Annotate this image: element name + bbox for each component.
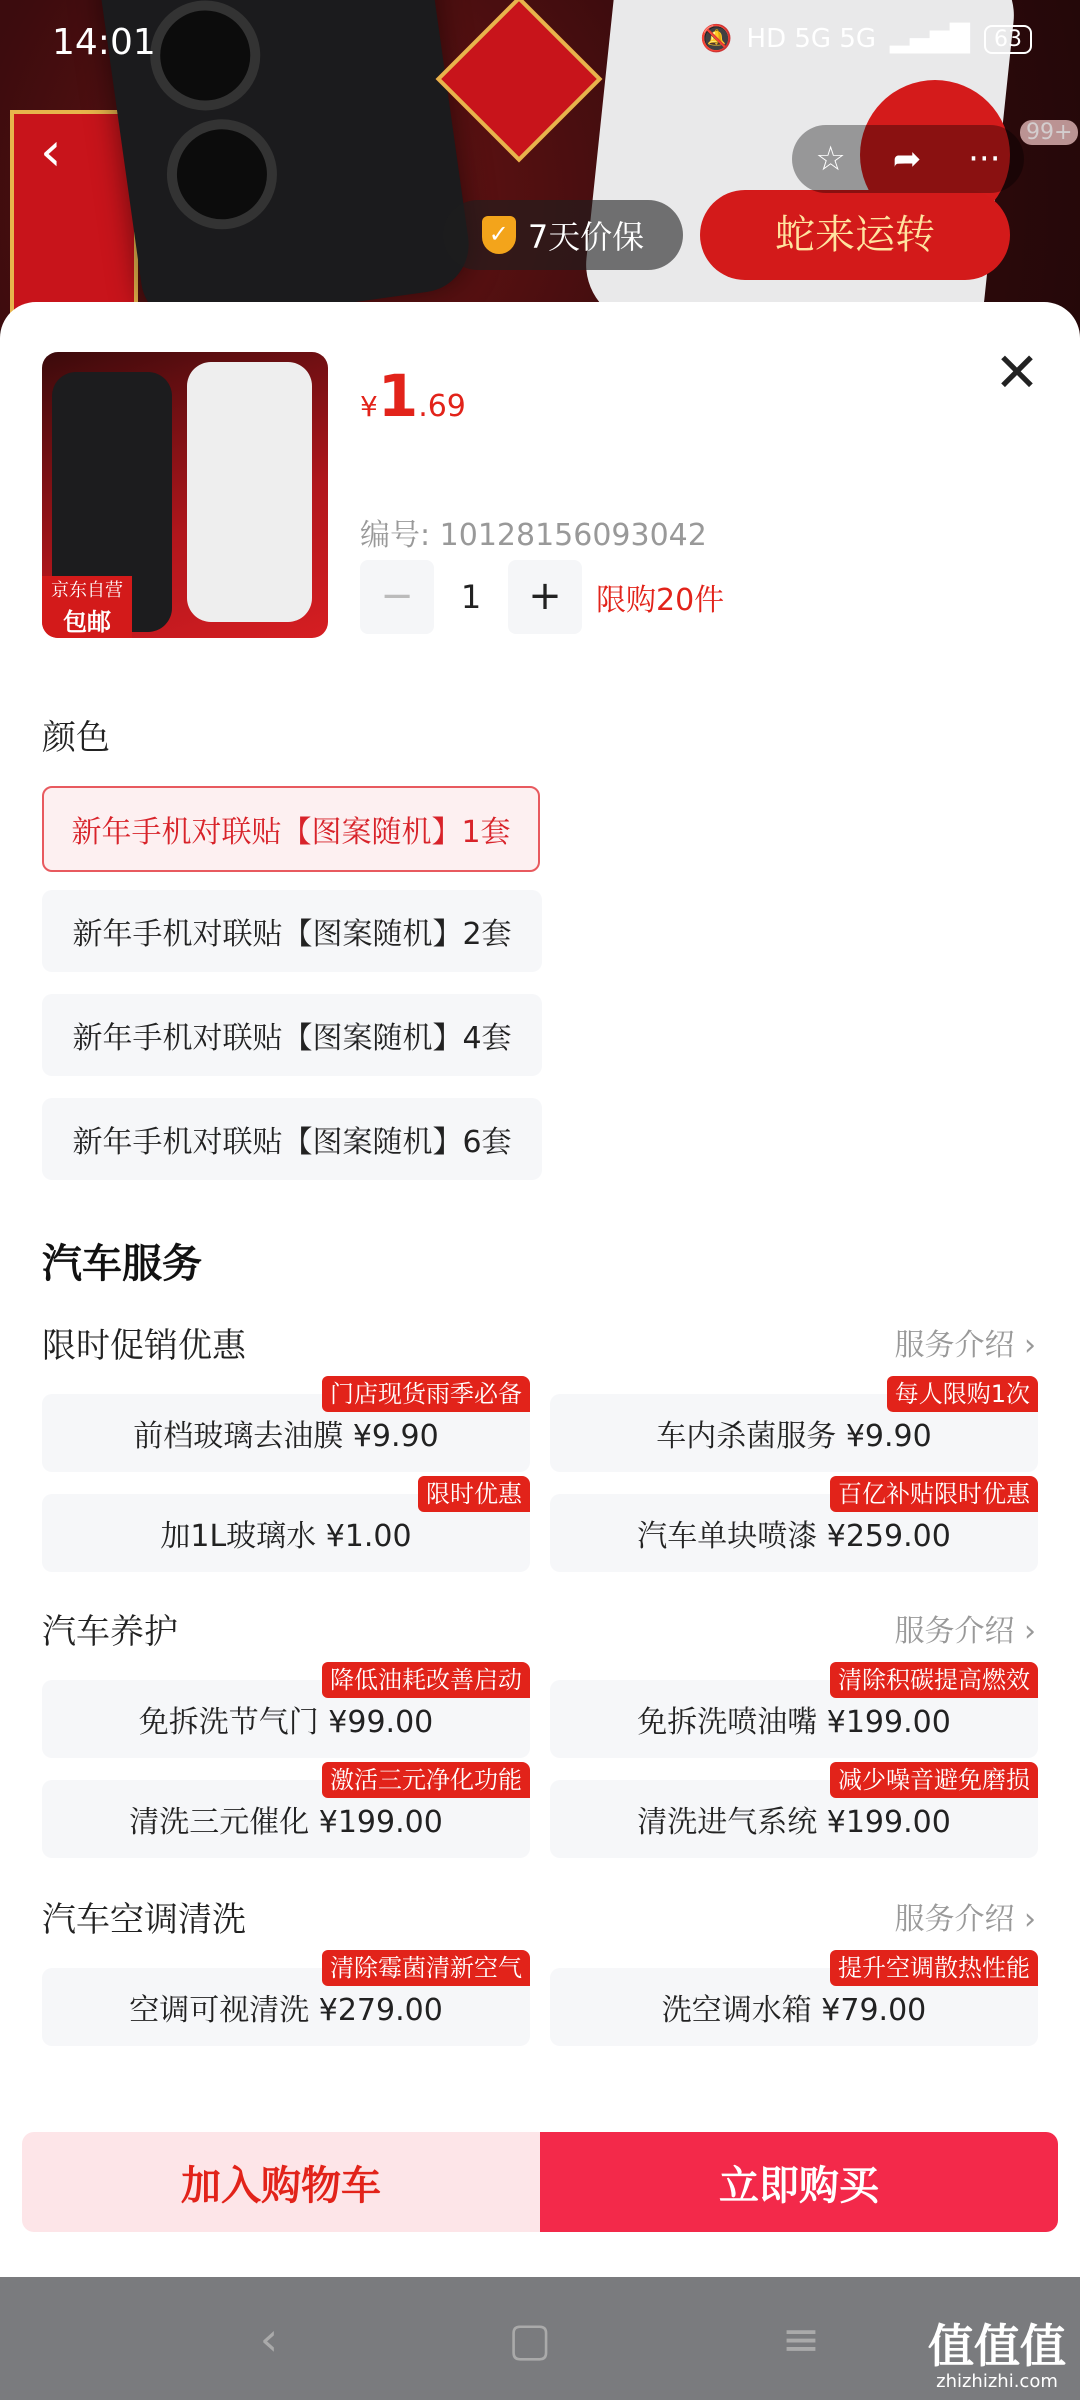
service-intro-link[interactable]: 服务介绍 › xyxy=(894,1614,1036,1649)
thumb-tag-top: 京东自营 xyxy=(51,580,123,601)
watermark-sub: zhizhizhi.com xyxy=(936,2371,1058,2392)
thumb-phone-light xyxy=(187,362,312,622)
color-option[interactable]: 新年手机对联贴【图案随机】6套 xyxy=(42,1098,542,1180)
service-name: 加1L玻璃水 ¥1.00 xyxy=(160,1519,412,1554)
share-icon[interactable]: ➦ xyxy=(892,139,922,179)
service-badge: 限时优惠 xyxy=(418,1476,530,1512)
service-name: 汽车单块喷漆 ¥259.00 xyxy=(637,1519,951,1554)
thumb-tag xyxy=(42,576,132,638)
sku-number: 编号: 10128156093042 xyxy=(360,518,707,553)
service-badge: 门店现货雨季必备 xyxy=(322,1376,530,1412)
price-protect-pill[interactable] xyxy=(443,200,683,270)
price-currency: ¥ xyxy=(360,390,378,423)
color-option[interactable]: 新年手机对联贴【图案随机】4套 xyxy=(42,994,542,1076)
price-decimal: .69 xyxy=(418,389,466,424)
service-badge: 百亿补贴限时优惠 xyxy=(830,1476,1038,1512)
service-intro-link[interactable]: 服务介绍 › xyxy=(894,1902,1036,1937)
nav-menu-icon[interactable]: ≡ xyxy=(781,2311,821,2366)
service-name: 空调可视清洗 ¥279.00 xyxy=(129,1993,443,2028)
add-to-cart-button[interactable]: 加入购物车 xyxy=(22,2132,540,2232)
service-item[interactable] xyxy=(42,1954,530,2046)
status-time: 14:01 xyxy=(52,22,156,63)
product-price xyxy=(360,362,466,430)
service-item[interactable] xyxy=(550,1480,1038,1572)
service-name: 车内杀菌服务 ¥9.90 xyxy=(656,1419,932,1454)
price-protect-label: 7天价保 xyxy=(527,218,645,256)
color-option[interactable]: 新年手机对联贴【图案随机】1套 xyxy=(42,786,540,872)
service-item[interactable] xyxy=(550,1666,1038,1758)
service-item[interactable] xyxy=(550,1954,1038,2046)
service-badge: 每人限购1次 xyxy=(887,1376,1038,1412)
price-integer: 1 xyxy=(377,362,419,430)
service-item[interactable] xyxy=(550,1766,1038,1858)
service-badge: 减少噪音避免磨损 xyxy=(830,1762,1038,1798)
service-badge: 清除积碳提高燃效 xyxy=(830,1662,1038,1698)
quantity-stepper xyxy=(360,560,724,634)
nav-home-icon[interactable]: ▢ xyxy=(508,2311,552,2366)
service-item[interactable] xyxy=(42,1666,530,1758)
service-group-title: 汽车养护 xyxy=(42,1612,178,1652)
back-chevron-icon[interactable]: ‹ xyxy=(40,120,62,183)
purchase-limit: 限购20件 xyxy=(596,583,725,618)
service-item[interactable] xyxy=(550,1380,1038,1472)
service-item[interactable] xyxy=(42,1380,530,1472)
service-name: 洗空调水箱 ¥79.00 xyxy=(661,1993,927,2028)
system-nav-bar xyxy=(0,2277,1080,2400)
network-indicator: HD 5G 5G xyxy=(746,24,877,54)
service-name: 清洗三元催化 ¥199.00 xyxy=(129,1805,443,1840)
mute-bell-icon: 🔕 xyxy=(700,24,733,54)
slogan-sticker: 蛇来运转 xyxy=(700,190,1010,280)
service-intro-link[interactable]: 服务介绍 › xyxy=(894,1328,1036,1363)
nav-back-icon[interactable]: ‹ xyxy=(259,2311,279,2366)
signal-icon: ▂▄▆█ xyxy=(890,24,970,54)
service-name: 前档玻璃去油膜 ¥9.90 xyxy=(133,1419,439,1454)
color-section-title: 颜色 xyxy=(42,718,110,758)
watermark xyxy=(928,2320,1066,2392)
star-icon[interactable]: ☆ xyxy=(815,139,846,179)
quantity-value[interactable]: 1 xyxy=(460,578,482,616)
service-badge: 清除霉菌清新空气 xyxy=(322,1950,530,1986)
service-name: 免拆洗喷油嘴 ¥199.00 xyxy=(637,1705,951,1740)
minus-button[interactable]: − xyxy=(360,560,434,634)
buy-now-button[interactable]: 立即购买 xyxy=(540,2132,1058,2232)
service-item[interactable] xyxy=(42,1766,530,1858)
top-actions xyxy=(792,125,1024,193)
sku-selector-sheet xyxy=(0,302,1080,2277)
close-icon[interactable]: ✕ xyxy=(994,341,1040,404)
more-icon[interactable]: ··· xyxy=(968,139,1001,179)
message-badge: 99+ xyxy=(1020,120,1078,145)
status-icons xyxy=(700,24,1032,54)
thumb-tag-bottom: 包邮 xyxy=(63,608,111,636)
plus-button[interactable]: + xyxy=(508,560,582,634)
service-badge: 降低油耗改善启动 xyxy=(322,1662,530,1698)
service-name: 清洗进气系统 ¥199.00 xyxy=(637,1805,951,1840)
service-group-title: 限时促销优惠 xyxy=(42,1326,246,1366)
watermark-main: 值值值 xyxy=(928,2319,1066,2373)
service-badge: 提升空调散热性能 xyxy=(830,1950,1038,1986)
service-name: 免拆洗节气门 ¥99.00 xyxy=(138,1705,434,1740)
status-bar xyxy=(0,0,1080,90)
color-option[interactable]: 新年手机对联贴【图案随机】2套 xyxy=(42,890,542,972)
car-service-title: 汽车服务 xyxy=(42,1241,202,1287)
shield-check-icon: ✓ xyxy=(482,216,516,254)
product-thumbnail[interactable] xyxy=(42,352,328,638)
service-group-title: 汽车空调清洗 xyxy=(42,1900,246,1940)
service-item[interactable] xyxy=(42,1480,530,1572)
battery-indicator: 63 xyxy=(984,25,1032,54)
service-badge: 激活三元净化功能 xyxy=(322,1762,530,1798)
camera-lens xyxy=(160,112,284,236)
